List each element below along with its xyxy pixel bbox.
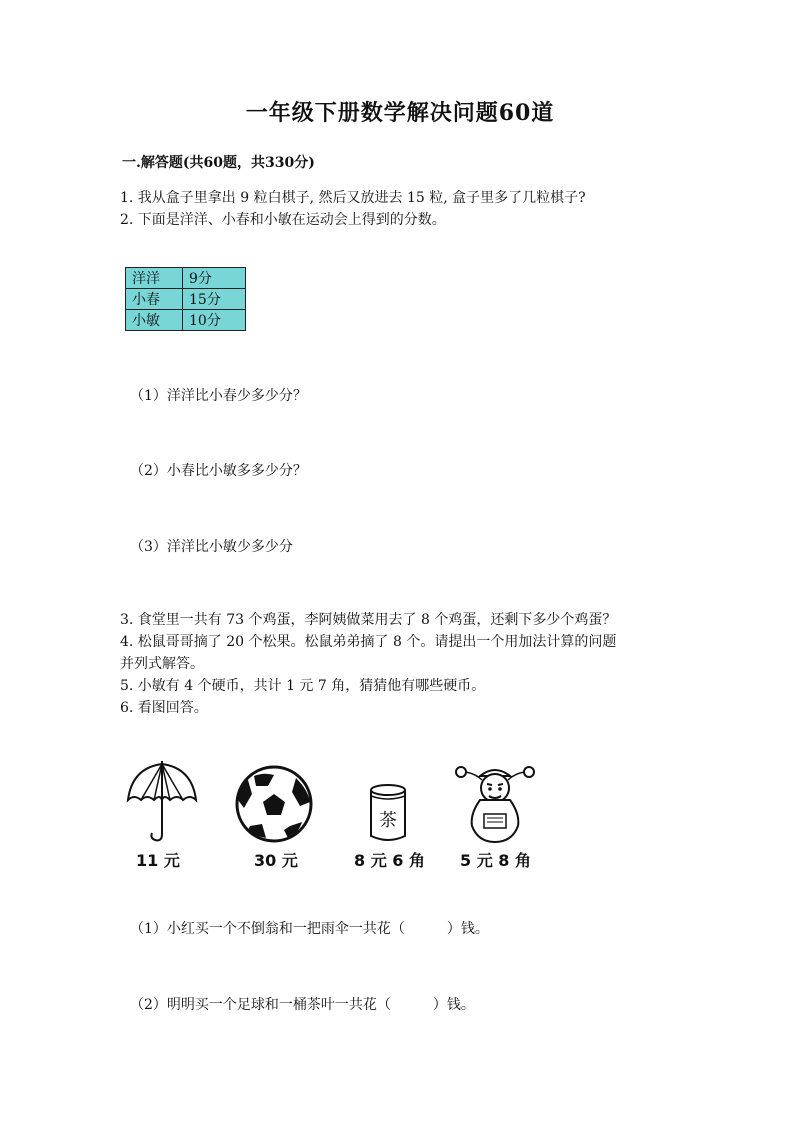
section-heading: 一.解答题(共60题，共330分) — [122, 155, 315, 171]
table-row — [126, 268, 246, 289]
table-cell-score: 9分 — [183, 268, 246, 289]
table-cell-score: 10分 — [183, 310, 246, 331]
soccer-ball-icon — [234, 764, 314, 844]
tea-can-price: 8 元 6 角 — [354, 851, 425, 870]
question-6-part-2: （2）明明买一个足球和一桶茶叶一共花（ ）钱。 — [130, 997, 475, 1013]
question-2-part-3: （3）洋洋比小敏少多少分 — [130, 539, 293, 555]
soccer-ball-price: 30 元 — [254, 851, 298, 870]
question-3: 3. 食堂里一共有 73 个鸡蛋，李阿姨做菜用去了 8 个鸡蛋，还剩下多少个鸡蛋？ — [120, 612, 617, 628]
table-cell-name: 洋洋 — [126, 268, 183, 289]
question-6: 6. 看图回答。 — [120, 700, 208, 716]
page-title: 一年级下册数学解决问题60道 — [245, 100, 555, 126]
tea-can-label: 茶 — [379, 810, 397, 831]
question-2-part-1: （1）洋洋比小春少多少分？ — [130, 388, 307, 404]
question-2: 2. 下面是洋洋、小春和小敏在运动会上得到的分数。 — [120, 212, 446, 228]
umbrella-icon — [124, 760, 200, 846]
question-4-line-1: 4. 松鼠哥哥摘了 20 个松果。松鼠弟弟摘了 8 个。请提出一个用加法计算的问题 — [120, 634, 617, 650]
question-5: 5. 小敏有 4 个硬币，共计 1 元 7 角，猜猜他有哪些硬币。 — [120, 678, 486, 694]
table-cell-name: 小敏 — [126, 310, 183, 331]
tumbler-doll-icon — [452, 760, 538, 846]
question-2-part-2: （2）小春比小敏多多少分？ — [130, 463, 307, 479]
table-row — [126, 289, 246, 310]
table-row — [126, 310, 246, 331]
question-4-line-2: 并列式解答。 — [120, 656, 204, 672]
question-6-part-1: （1）小红买一个不倒翁和一把雨伞一共花（ ）钱。 — [130, 921, 489, 937]
table-cell-score: 15分 — [183, 289, 246, 310]
tumbler-doll-price: 5 元 8 角 — [460, 851, 531, 870]
score-table — [125, 267, 246, 331]
question-1: 1. 我从盒子里拿出 9 粒白棋子, 然后又放进去 15 粒, 盒子里多了几粒棋子? — [120, 190, 586, 206]
table-cell-name: 小春 — [126, 289, 183, 310]
umbrella-price: 11 元 — [136, 851, 180, 870]
tea-can-icon — [366, 782, 410, 846]
